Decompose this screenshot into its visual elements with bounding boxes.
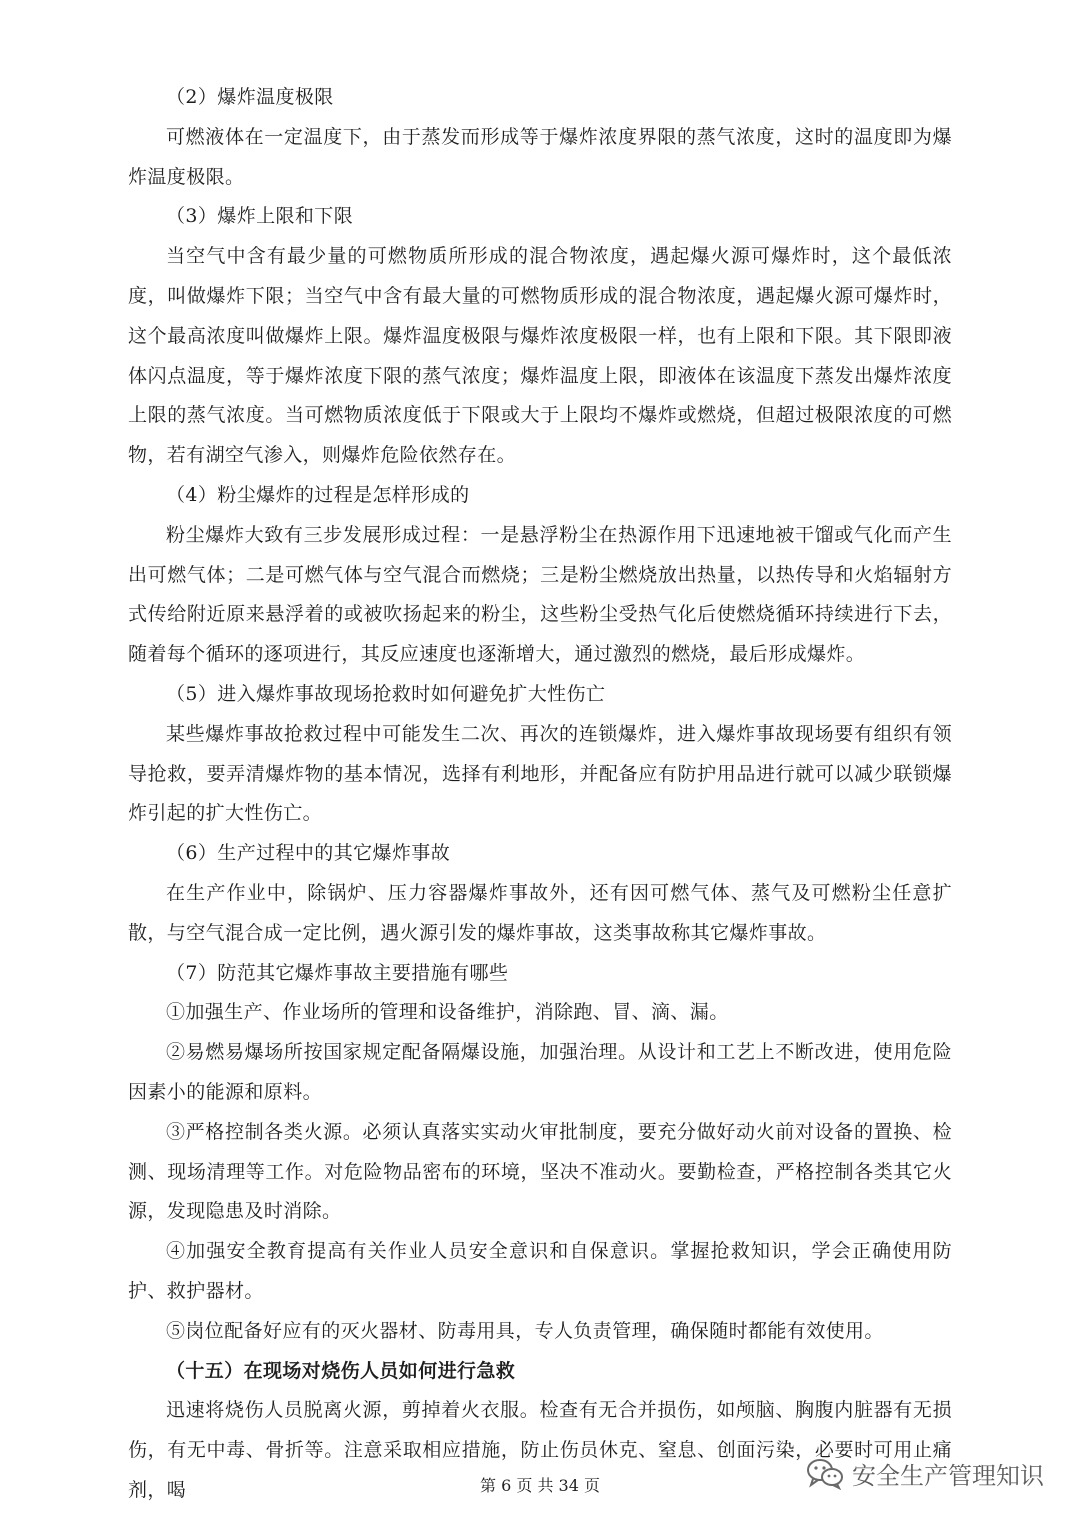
paragraph: 在生产作业中，除锅炉、压力容器爆炸事故外，还有因可燃气体、蒸气及可燃粉尘任意扩散，与空气混合成一定比例，遇火源引发的爆炸事故，这类事故称其它爆炸事故。 (128, 881, 952, 944)
list-item: ⑤岗位配备好应有的灭火器材、防毒用具，专人负责管理，确保随时都能有效使用。 (166, 1319, 884, 1342)
section-heading-5: （5）进入爆炸事故现场抢救时如何避免扩大性伤亡 (166, 682, 606, 705)
section-heading-6: （6）生产过程中的其它爆炸事故 (166, 842, 451, 865)
list-item: ④加强安全教育提高有关作业人员安全意识和自保意识。掌握抢救知识，学会正确使用防护、救护器材。 (128, 1240, 952, 1302)
paragraph: 迅速将烧伤人员脱离火源，剪掉着火衣服。检查有无合并损伤，如颅脑、胸腹内脏器有无损伤，有无中毒、骨折等。注意采取相应措施，防止伤员休克、窒息、创面污染，必要时可用止痛剂，喝 (128, 1399, 952, 1501)
paragraph: 某些爆炸事故抢救过程中可能发生二次、再次的连锁爆炸，进入爆炸事故现场要有组织有领导抢救，要弄清爆炸物的基本情况，选择有利地形，并配备应有防护用品进行就可以减少联锁爆炸引起的扩大性伤亡。 (128, 722, 952, 825)
section-heading-4: （4）粉尘爆炸的过程是怎样形成的 (166, 483, 470, 506)
paragraph: 粉尘爆炸大致有三步发展形成过程：一是悬浮粉尘在热源作用下迅速地被干馏或气化而产生出可燃气体；二是可燃气体与空气混合而燃烧；三是粉尘燃烧放出热量，以热传导和火焰辐射方式传给附近原来悬浮着的或被吹扬起来的粉尘，这些粉尘受热气化后使燃烧循环持续进行下去，随着每个循环的逐项进行，其反应速度也逐渐增大，通过激烈的燃烧，最后形成爆炸。 (128, 523, 952, 666)
document-body (128, 78, 952, 1511)
list-item: ②易燃易爆场所按国家规定配备隔爆设施，加强治理。从设计和工艺上不断改进，使用危险因素小的能源和原料。 (128, 1041, 952, 1103)
paragraph: 可燃液体在一定温度下，由于蒸发而形成等于爆炸浓度界限的蒸气浓度，这时的温度即为爆炸温度极限。 (128, 125, 952, 188)
list-item: ①加强生产、作业场所的管理和设备维护，消除跑、冒、滴、漏。 (166, 1001, 729, 1024)
watermark (806, 1456, 1044, 1491)
section-heading-2: （2）爆炸温度极限 (166, 86, 334, 108)
paragraph: 当空气中含有最少量的可燃物质所形成的混合物浓度，遇起爆火源可爆炸时，这个最低浓度，叫做爆炸下限；当空气中含有最大量的可燃物质形成的混合物浓度，遇起爆火源可爆炸时，这个最高浓度叫做爆炸上限。爆炸温度极限与爆炸浓度极限一样，也有上限和下限。其下限即液体闪点温度，等于爆炸浓度下限的蒸气浓度；爆炸温度上限，即液体在该温度下蒸发出爆炸浓度上限的蒸气浓度。当可燃物质浓度低于下限或大于上限均不爆炸或燃烧，但超过极限浓度的可燃物，若有湖空气渗入，则爆炸危险依然存在。 (128, 245, 952, 467)
list-item: ③严格控制各类火源。必须认真落实实动火审批制度，要充分做好动火前对设备的置换、检测、现场清理等工作。对危险物品密布的环境，坚决不准动火。要勤检查，严格控制各类其它火源，发现隐患及时消除。 (128, 1120, 952, 1223)
wechat-icon (806, 1458, 844, 1490)
watermark-text: 安全生产管理知识 (852, 1462, 1044, 1490)
section-heading-7: （7）防范其它爆炸事故主要措施有哪些 (166, 961, 509, 984)
section-heading-3: （3）爆炸上限和下限 (166, 205, 354, 228)
section-heading-15: （十五）在现场对烧伤人员如何进行急救 (166, 1359, 516, 1382)
page-footer: 第 6 页 共 34 页 (480, 1476, 600, 1495)
